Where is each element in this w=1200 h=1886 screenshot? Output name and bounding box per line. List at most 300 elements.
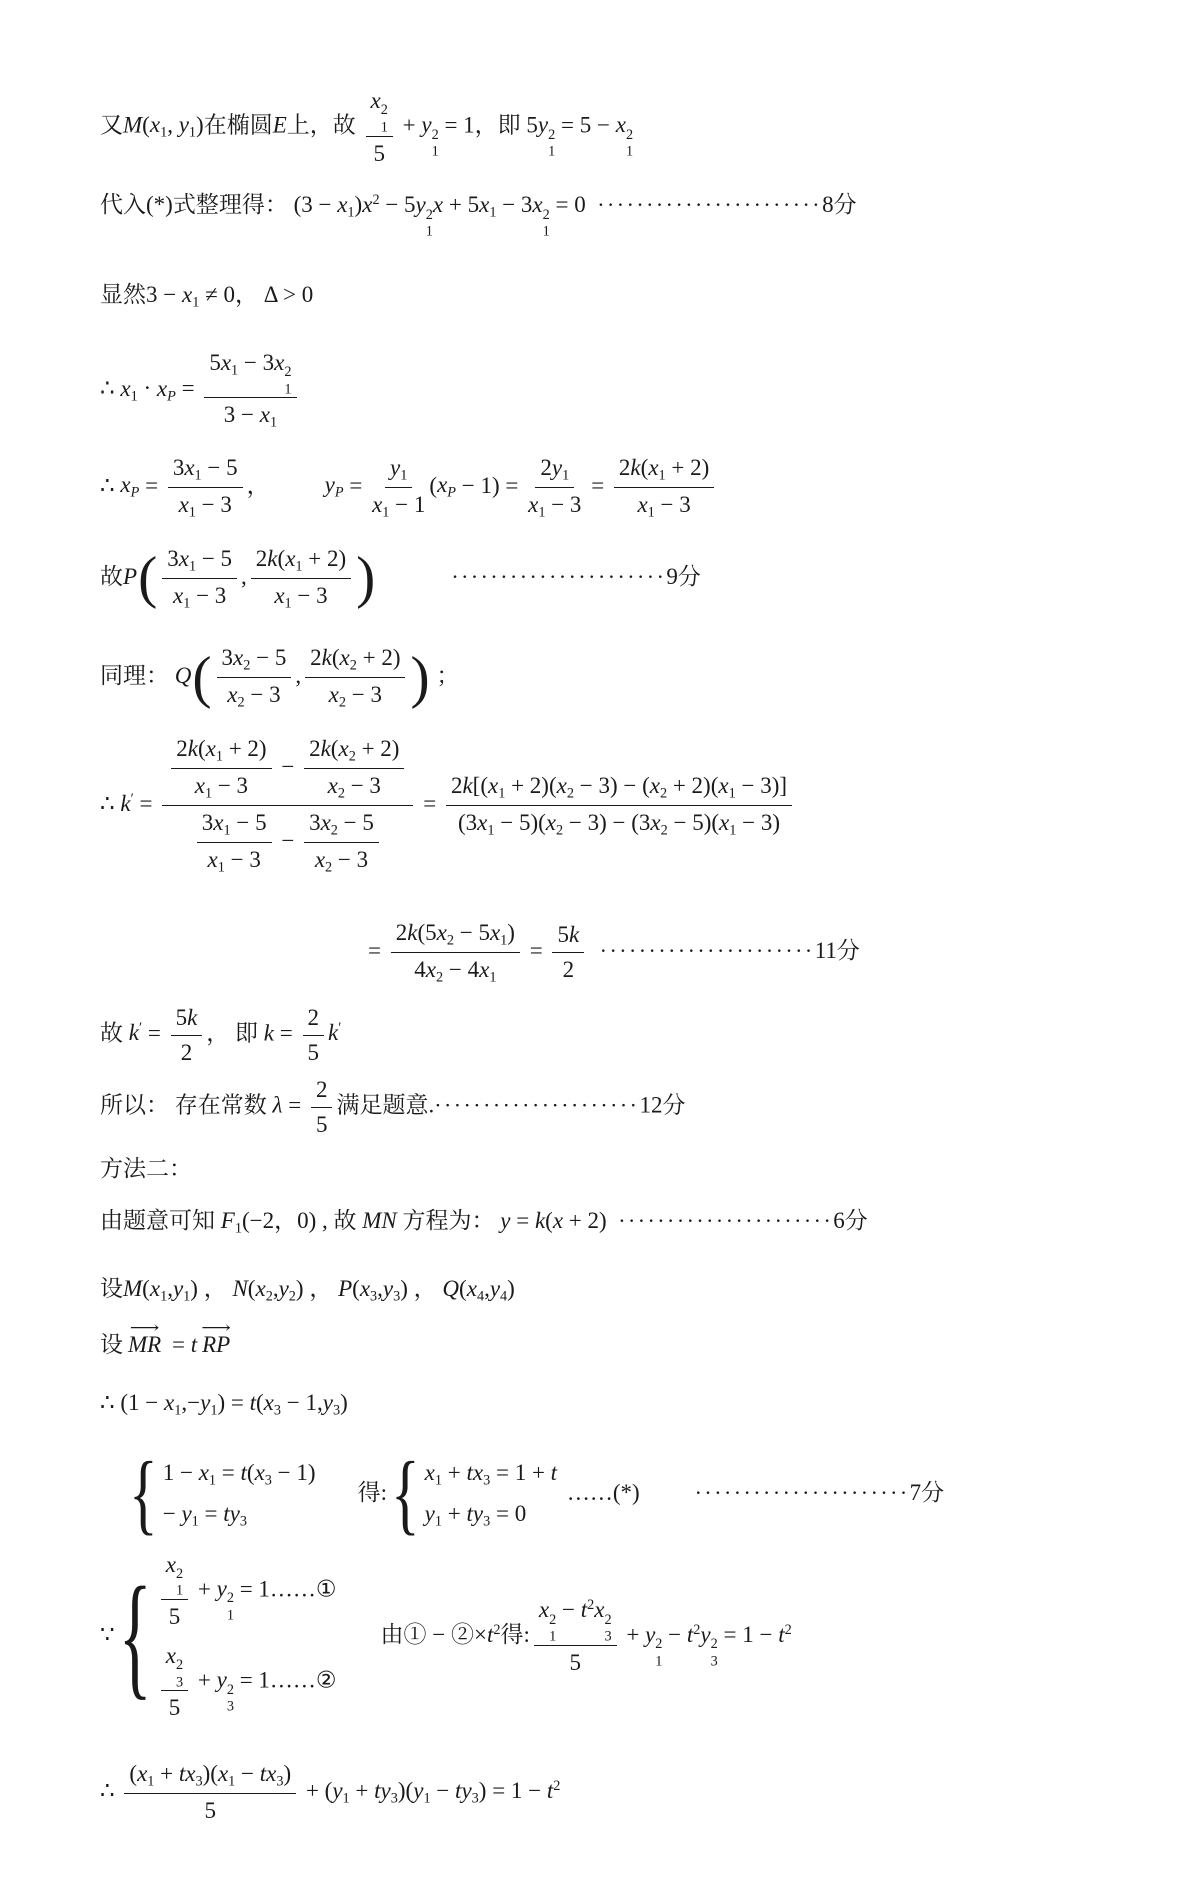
variable-base: y — [178, 112, 189, 138]
text-run: , — [484, 1276, 490, 1302]
text-run: ) — [507, 919, 515, 945]
subscript: 1 — [191, 1513, 199, 1530]
variable-base: x — [220, 349, 232, 375]
text-run: (−2，0) , 故 — [241, 1208, 363, 1234]
math-variable — [648, 454, 666, 484]
text-run: ， 即 — [206, 1020, 264, 1046]
subscript: 1 — [347, 204, 355, 221]
math-variable — [551, 454, 570, 484]
numerator — [171, 1003, 203, 1036]
text-run: − — [275, 828, 301, 854]
math-variable — [472, 1460, 491, 1489]
subscript: 1 — [655, 1653, 663, 1670]
variable-base: x — [149, 1276, 161, 1302]
text-run: 5 — [373, 140, 385, 166]
denominator — [528, 488, 581, 522]
subscript: 3 — [483, 1513, 491, 1530]
math-fraction — [168, 453, 243, 522]
math-variable — [164, 1390, 182, 1419]
math-variable — [254, 1460, 272, 1489]
text-run: ( — [247, 1276, 256, 1302]
sub-sup-stack — [175, 1565, 184, 1600]
vector-with-arrow-icon: MR ⟶ — [126, 1330, 163, 1360]
text-run: − 3 — [244, 682, 281, 708]
variable-base: y — [181, 1501, 192, 1527]
text-run: 5 — [557, 921, 569, 947]
text-run: , — [272, 1276, 279, 1302]
variable-base: x — [372, 491, 383, 517]
text-run: ) — [354, 192, 363, 218]
math-variable — [207, 847, 225, 876]
text-run: − 3 — [654, 491, 691, 517]
subscript: 1 — [549, 1628, 557, 1645]
variable-base: x — [359, 1276, 371, 1302]
numerator — [614, 453, 714, 488]
math-variable — [259, 402, 278, 432]
math-variable — [181, 281, 200, 311]
variable-base: x — [213, 810, 224, 836]
variable-base: x — [181, 281, 193, 307]
math-variable — [314, 847, 333, 876]
subscript: 2 — [288, 1288, 296, 1305]
text-run: ( — [429, 472, 438, 498]
subscript: 2 — [435, 969, 444, 986]
variable-base: x — [479, 956, 490, 982]
denominator — [308, 1036, 320, 1068]
dotted-leader: ····················· — [434, 1094, 640, 1119]
variable-base: x — [156, 375, 168, 401]
equation-row — [163, 1499, 316, 1531]
denominator — [193, 806, 383, 877]
math-variable — [461, 1778, 479, 1807]
text-run: ( — [129, 1761, 138, 1787]
text-run: = 1 − — [717, 1621, 779, 1647]
math-variable — [278, 1276, 296, 1305]
text-run: − — [235, 1761, 260, 1787]
text-run: = — [142, 1020, 167, 1046]
text-run: = — [133, 791, 159, 817]
text-run: − 5 — [337, 810, 374, 836]
subscript: 2 — [330, 822, 338, 839]
math-variable — [489, 1276, 508, 1305]
variable-base: x — [424, 1460, 435, 1486]
superscript: 2 — [549, 1611, 557, 1628]
text-run: 设 — [100, 1276, 123, 1302]
text-run: 6分 — [833, 1208, 868, 1234]
text-run: 1 − — [162, 1460, 199, 1486]
text-run: )( — [202, 1761, 218, 1787]
text-run: + 2) — [356, 644, 401, 670]
text-run: 2 — [176, 736, 188, 762]
text-run: = 0 — [490, 1501, 527, 1527]
math-variable — [337, 192, 355, 221]
text-run: = — [166, 1332, 191, 1358]
sub-sup-stack — [226, 1590, 234, 1624]
text-run: 3 — [172, 454, 185, 480]
variable-base: x — [259, 402, 270, 428]
variable-base: x — [233, 644, 244, 670]
denominator — [315, 843, 368, 877]
math-variable: x — [432, 192, 444, 218]
text-run: ( — [142, 1276, 150, 1302]
math-variable — [645, 1621, 663, 1670]
text-run: 2 — [618, 454, 631, 480]
subscript: 1 — [210, 1402, 218, 1419]
equation-system — [119, 1550, 337, 1724]
variable-base: x — [327, 773, 338, 799]
math-variable: E — [272, 112, 287, 138]
text-run: − 5)( — [667, 810, 720, 836]
denominator — [208, 843, 261, 877]
variable-base: x — [648, 454, 659, 480]
math-variable: t — [223, 1501, 230, 1527]
math-variable — [424, 1460, 442, 1489]
math-line — [100, 734, 1160, 877]
variable-base: x — [718, 773, 729, 799]
math-variable — [390, 454, 408, 484]
numerator — [161, 1641, 188, 1692]
math-variable — [285, 545, 303, 575]
text-run: (5 — [417, 919, 437, 945]
math-fraction — [204, 348, 296, 433]
variable-base: y — [461, 1778, 472, 1804]
text-run: − 5 — [201, 454, 238, 480]
text-run: + — [442, 1501, 467, 1527]
subscript: 3 — [604, 1628, 612, 1645]
math-line — [100, 1550, 1160, 1724]
text-run: ……(*) — [561, 1480, 640, 1506]
text-run: + — [620, 1621, 646, 1647]
text-run: = 1……② — [233, 1667, 337, 1693]
variable-base: x — [487, 773, 499, 799]
variable-base: x — [437, 472, 448, 498]
math-variable: k — [187, 1004, 198, 1030]
subscript: 2 — [660, 822, 668, 839]
text-run: ( — [142, 112, 150, 138]
math-variable — [172, 582, 191, 612]
numerator — [366, 86, 393, 137]
math-variable — [359, 1276, 378, 1305]
math-variable — [718, 773, 736, 802]
text-run: − 3 — [212, 773, 249, 799]
subscript: 1 — [489, 969, 497, 986]
variable-base: x — [120, 472, 131, 498]
variable-base: y — [413, 1778, 424, 1804]
text-run: 7分 — [909, 1480, 945, 1506]
subscript: 1 — [269, 415, 278, 432]
math-variable: t — [249, 1390, 256, 1416]
variable-base: x — [339, 644, 350, 670]
variable-base: x — [198, 1460, 209, 1486]
text-run: = 1……① — [233, 1575, 337, 1601]
math-fraction — [366, 86, 393, 168]
text-run: − 3 — [332, 847, 369, 873]
math-variable: t — [374, 1778, 381, 1804]
subscript: 1 — [188, 125, 197, 142]
math-variable — [178, 112, 197, 142]
subscript: 1 — [228, 1773, 236, 1790]
text-run: 所以： 存在常数 — [100, 1093, 273, 1119]
math-variable — [687, 1622, 701, 1647]
superscript: ′ — [338, 1020, 342, 1037]
math-variable — [538, 1597, 557, 1645]
text-run: − 3 — [195, 491, 232, 517]
text-run: 2 — [315, 1077, 328, 1103]
math-variable: t — [550, 1460, 558, 1486]
math-variable: t — [240, 1460, 247, 1486]
text-run: = — [274, 1020, 299, 1046]
text-run: 5 — [175, 1004, 188, 1030]
numerator — [124, 1759, 296, 1794]
variable-base: x — [194, 773, 205, 799]
variable-base: x — [227, 682, 238, 708]
subscript: 1 — [434, 1472, 442, 1489]
sub-sup-stack — [604, 1611, 612, 1645]
text-run: = — [175, 375, 201, 401]
equation-row — [425, 1458, 557, 1490]
text-run: 2 — [395, 919, 408, 945]
math-variable — [466, 1276, 485, 1305]
math-variable — [200, 1390, 218, 1419]
math-variable — [472, 1501, 491, 1530]
variable-base: x — [172, 582, 184, 608]
math-fraction — [534, 1595, 617, 1677]
variable-base: x — [254, 1460, 265, 1486]
text-run: − 5 — [250, 644, 287, 670]
math-fraction — [446, 771, 792, 840]
math-variable — [372, 491, 390, 521]
numerator — [304, 808, 379, 843]
math-variable — [479, 956, 497, 986]
superscript: 2 — [372, 192, 380, 209]
superscript: 2 — [431, 126, 439, 143]
math-variable: t — [466, 1460, 473, 1486]
math-variable — [149, 112, 168, 142]
subscript: 1 — [284, 595, 292, 612]
text-run: ( — [459, 1276, 467, 1302]
variable-base: t — [686, 1621, 694, 1647]
variable-base: y — [645, 1621, 656, 1647]
text-run: 3 — [309, 810, 321, 836]
math-fraction — [162, 544, 237, 613]
numerator — [217, 643, 292, 678]
math-variable — [120, 472, 140, 502]
subscript: 3 — [390, 1790, 398, 1807]
text-run: ( — [277, 545, 286, 571]
subscript: 1 — [658, 467, 666, 484]
subscript: 2 — [237, 694, 245, 711]
math-variable — [181, 1501, 199, 1530]
subscript: 3 — [393, 1288, 401, 1305]
subscript: 1 — [208, 1472, 217, 1489]
text-run: + — [442, 1460, 467, 1486]
variable-base: y — [324, 472, 335, 498]
text-run: = — [198, 1501, 224, 1527]
math-fraction — [305, 643, 405, 712]
text-run: ； — [430, 662, 460, 688]
subscript: 1 — [147, 1773, 155, 1790]
denominator — [637, 488, 690, 522]
variable-base: x — [285, 545, 296, 571]
numerator — [204, 348, 296, 399]
variable-base: x — [338, 736, 349, 762]
variable-base: x — [120, 375, 131, 401]
math-fraction — [391, 918, 520, 987]
math-fraction — [197, 808, 272, 877]
text-run: − 4 — [443, 956, 480, 982]
numerator — [162, 734, 413, 806]
variable-base: x — [217, 1761, 229, 1787]
math-variable — [421, 112, 439, 161]
math-fraction — [161, 1641, 188, 1723]
text-run: 5 — [204, 1798, 217, 1824]
subscript: 1 — [231, 362, 239, 379]
denominator — [458, 806, 780, 840]
text-run: + — [154, 1761, 179, 1787]
variable-base: t — [580, 1597, 588, 1623]
variable-base: y — [424, 1501, 435, 1527]
text-run: + 2) — [665, 454, 710, 480]
superscript: 2 — [710, 1635, 718, 1652]
variable-base: k — [128, 1020, 139, 1046]
math-variable — [649, 773, 668, 802]
text-run: 故 — [100, 563, 123, 589]
variable-base: x — [425, 956, 436, 982]
text-run: ( — [246, 1460, 255, 1486]
math-fraction — [171, 734, 271, 803]
variable-base: x — [370, 88, 381, 113]
subscript: 1 — [625, 144, 634, 161]
math-line — [100, 918, 1160, 987]
dotted-leader: ······················ — [451, 564, 667, 589]
text-run: − 1) = — [456, 472, 525, 498]
text-run: 得: — [357, 1480, 387, 1506]
subscript: 2 — [659, 785, 668, 802]
text-run: ≠ 0， Δ > 0 — [199, 281, 314, 307]
variable-base: x — [178, 491, 189, 517]
subscript: 3 — [332, 1402, 341, 1419]
math-line — [100, 1759, 1160, 1826]
brace-icon: { — [118, 1559, 152, 1712]
text-run: ∴ — [100, 472, 121, 498]
sub-sup-stack — [431, 126, 439, 161]
subscript: 3 — [483, 1472, 491, 1489]
dotted-leader: ······················· — [597, 193, 823, 218]
dotted-leader: ······················ — [694, 1481, 910, 1506]
subscript: 3 — [471, 1790, 479, 1807]
equation-rows — [425, 1458, 557, 1531]
text-run: )在椭圆 — [196, 112, 273, 138]
text-run: , — [167, 112, 179, 138]
variable-base: y — [537, 112, 549, 138]
variable-base: x — [274, 582, 285, 608]
subscript: 1 — [423, 1790, 431, 1807]
math-line — [100, 1075, 1160, 1140]
math-line — [100, 1330, 1160, 1360]
text-run: 5 — [168, 1695, 181, 1721]
variable-base: k — [328, 1020, 339, 1046]
math-line — [100, 1206, 1160, 1238]
subscript: 1 — [400, 467, 408, 484]
math-variable: N — [232, 1276, 248, 1302]
text-run: 2 — [540, 454, 552, 480]
math-variable — [205, 736, 223, 765]
subscript: 3 — [370, 1288, 378, 1305]
variable-base: x — [532, 192, 543, 218]
math-variable: MN — [362, 1208, 397, 1234]
variable-base: y — [278, 1276, 289, 1302]
subscript: 2 — [566, 785, 574, 802]
equation-system — [129, 1444, 316, 1544]
superscript: 2 — [587, 1597, 595, 1614]
equation-row — [157, 1550, 337, 1632]
variable-base: x — [328, 682, 339, 708]
text-run: ( — [545, 1208, 553, 1234]
math-variable — [637, 491, 655, 521]
math-variable — [545, 810, 564, 839]
math-fraction — [251, 544, 351, 613]
text-run: = — [368, 937, 387, 963]
numerator — [311, 1075, 333, 1108]
variable-base: x — [489, 919, 501, 945]
text-run: ( — [331, 644, 340, 670]
text-run: ∴ (1 − — [100, 1390, 165, 1416]
math-variable — [220, 349, 239, 379]
math-fraction — [614, 453, 714, 522]
math-variable: P — [123, 563, 138, 589]
math-variable — [537, 112, 556, 161]
math-variable — [487, 773, 506, 802]
superscript: 2 — [604, 1611, 612, 1628]
text-run: ( — [330, 736, 339, 762]
math-variable — [332, 1778, 350, 1807]
text-run: 方法二： — [100, 1156, 192, 1182]
math-variable — [382, 1276, 401, 1305]
text-run: 2 — [309, 736, 321, 762]
denominator — [274, 579, 327, 613]
subscript: 1 — [160, 1288, 168, 1305]
variable-base: x — [184, 454, 195, 480]
math-variable — [380, 1778, 398, 1807]
subscript: 4 — [500, 1288, 508, 1305]
math-variable — [424, 1501, 442, 1530]
variable-base: x — [205, 736, 216, 762]
subscript: 1 — [382, 504, 390, 521]
spacer — [270, 487, 325, 488]
subscript: 1 — [500, 932, 508, 949]
numerator — [168, 453, 243, 488]
denominator — [181, 1036, 193, 1068]
text-run: , — [295, 662, 302, 688]
superscript: 2 — [655, 1635, 663, 1652]
text-run: 又 — [100, 112, 123, 138]
subscript: 1 — [295, 558, 303, 575]
subscript: 1 — [562, 467, 570, 484]
variable-base: x — [719, 810, 730, 836]
variable-base: y — [472, 1501, 484, 1527]
math-variable: t — [466, 1501, 473, 1527]
numerator — [535, 453, 574, 488]
text-run: = 1 + — [490, 1460, 551, 1486]
text-run: ) — [340, 1390, 348, 1416]
variable-base: x — [178, 545, 189, 571]
text-run: 8分 — [822, 192, 857, 218]
variable-base: y — [700, 1621, 711, 1647]
numerator — [162, 544, 237, 579]
subscript: 1 — [425, 224, 433, 241]
subscript: 1 — [217, 859, 225, 876]
subscript: 2 — [265, 1288, 273, 1305]
